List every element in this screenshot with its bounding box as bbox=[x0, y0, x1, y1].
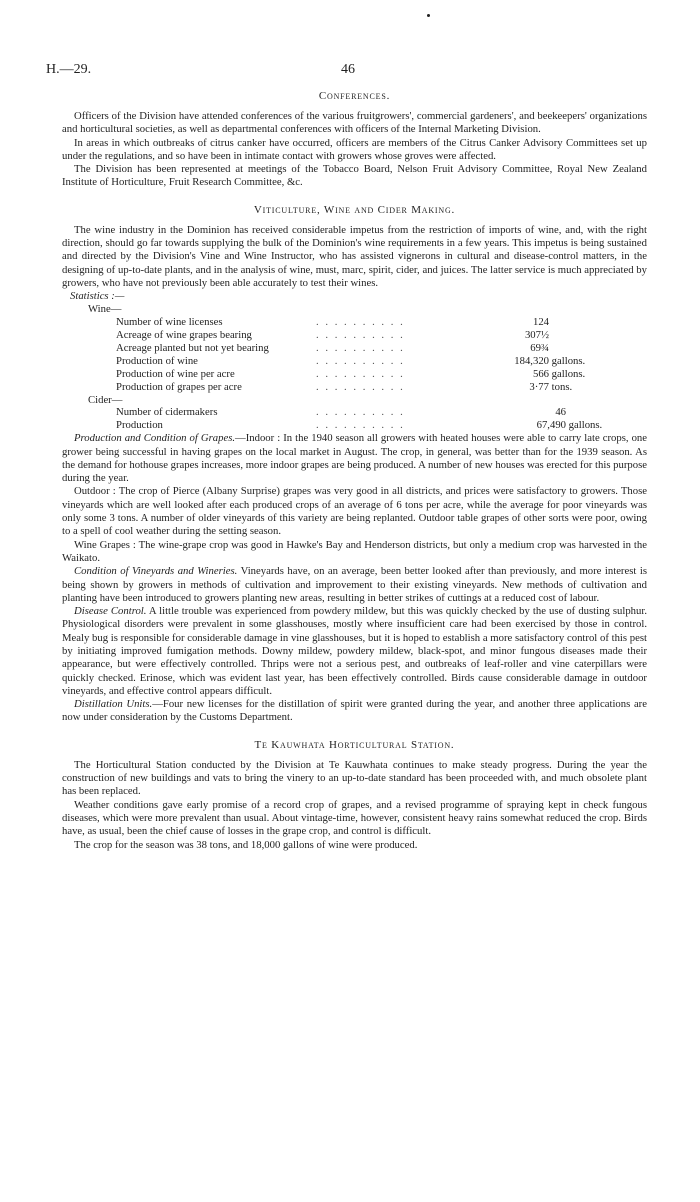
page-number: 46 bbox=[341, 62, 355, 77]
statistics-label: Statistics :— bbox=[70, 290, 125, 303]
stat-name: Number of cidermakers bbox=[116, 406, 218, 419]
stat-name: Number of wine licenses bbox=[116, 316, 223, 329]
distillation-paragraph bbox=[62, 698, 647, 725]
stat-unit: gallons. bbox=[568, 419, 603, 432]
stat-name: Production bbox=[116, 419, 163, 432]
stat-name: Acreage of wine grapes bearing bbox=[116, 328, 252, 341]
leader-dots: . . . . . . . . . . bbox=[316, 341, 405, 354]
stat-value: 124 bbox=[532, 316, 549, 329]
statistics-block bbox=[62, 290, 647, 432]
stat-unit: gallons. bbox=[551, 354, 586, 367]
cider-group-label: Cider— bbox=[88, 393, 123, 406]
grapes-text: —Indoor : In the 1940 season all growers with heated houses were able to carry late crops, one grower being successful in having grapes on the local market in August. The crop, in general, was better than for the 1939 season. As the demand for hothouse grapes increases, more indoor grapes are being produced. A number of new houses was erected for this purpose during the year. bbox=[62, 432, 647, 485]
stat-row bbox=[116, 355, 647, 368]
disease-text: A little trouble was experienced from powdery mildew, but this was quickly checked by the use of dusting sulphur. Physiological disorders were prevalent in some glasshouses, mostly where insufficient care had been exercised by those in control. Mealy bug is responsible for considerable damage in vine glasshouses, but it is hoped to establish a more satisfactory control of this pest by initiating improved fumigation methods. Downy mildew, powdery mildew, black-spot, and minor fungous diseases made their appearance, but were effectively controlled. Thrips were not a serious pest, and outbreaks of leaf-roller and vine caterpillars were quickly checked. Erinose, which was evident last year, has been effectively controlled. Birds cause considerable damage in outdoor vineyards, and effective control appears difficult. bbox=[62, 605, 648, 697]
outdoor-paragraph: Outdoor : The crop of Pierce (Albany Surprise) grapes was very good in all districts, and prices were satisfactory to growers. Those vineyards which are well looked after each produced crops of an average of 6 tons per acre, while the average for poor vineyards was only some 3 tons. A number of older vineyards of this variety are being replanted. Outdoor table grapes of other sorts were poor, owing to a spell of cool weather during the setting season. bbox=[62, 485, 647, 538]
leader-dots: . . . . . . . . . . bbox=[316, 380, 405, 393]
stat-row bbox=[116, 342, 647, 355]
stat-unit: tons. bbox=[551, 380, 573, 393]
vineyards-heading: Condition of Vineyards and Wineries. bbox=[74, 565, 238, 578]
vineyards-paragraph bbox=[62, 565, 647, 605]
conferences-paragraph: In areas in which outbreaks of citrus canker have occurred, officers are members of the Citrus Canker Advisory Committees set up under the regulations, and so have been in intimate contact with growers whose groves were affected. bbox=[62, 136, 647, 162]
disease-heading: Disease Control. bbox=[74, 605, 147, 618]
te-kauwhata-heading: Te Kauwhata Horticultural Station. bbox=[254, 738, 455, 751]
leader-dots: . . . . . . . . . . bbox=[316, 419, 405, 432]
stat-name: Acreage planted but not yet bearing bbox=[116, 341, 269, 354]
conferences-paragraph: The Division has been represented at meetings of the Tobacco Board, Nelson Fruit Advisory Committee, Royal New Zealand Institute of Horticulture, Fruit Research Committee, &c. bbox=[62, 163, 647, 189]
viticulture-heading: Viticulture, Wine and Cider Making. bbox=[253, 203, 456, 216]
grapes-heading: Production and Condition of Grapes. bbox=[74, 432, 236, 445]
stat-name: Production of wine per acre bbox=[116, 367, 235, 380]
stat-value: 307½ bbox=[524, 328, 549, 341]
te-kauwhata-paragraph: The crop for the season was 38 tons, and 18,000 gallons of wine were produced. bbox=[74, 838, 418, 851]
distillation-text: —Four new licenses for the distillation of spirit were granted during the year, and another three applications are now under consideration by the Customs Department. bbox=[62, 698, 647, 724]
leader-dots: . . . . . . . . . . bbox=[316, 328, 405, 341]
stat-value: 566 bbox=[532, 367, 549, 380]
viticulture-intro: The wine industry in the Dominion has received considerable impetus from the restriction of imports of wine, and, with the right direction, should go far towards supplying the bulk of the Dominion's wine requirements in a few years. This impetus is being sustained and directed by the Division's Vine and Wine Instructor, who has assisted vignerons in cultural and disease-control matters, in the designing of up-to-date plants, and in the analysis of wine, must, marc, spirit, cider, and juices. The latter service is much appreciated by growers, who have not previously been able accurately to test their wines. bbox=[62, 223, 647, 289]
wine-stats bbox=[62, 316, 647, 393]
stat-value: 46 bbox=[555, 406, 566, 419]
disease-paragraph bbox=[62, 605, 647, 698]
wine-group-label: Wine— bbox=[88, 303, 122, 316]
stat-row bbox=[116, 406, 647, 419]
distillation-heading: Distillation Units. bbox=[74, 698, 153, 711]
stat-row bbox=[116, 381, 647, 394]
te-kauwhata-paragraph: The Horticultural Station conducted by the Division at Te Kauwhata continues to make steady progress. During the year the construction of new buildings and vats to bring the vinery to an up-to-date standard has been proceeded with, and much obsolete plant has been replaced. bbox=[62, 758, 647, 798]
stat-row bbox=[116, 368, 647, 381]
stat-name: Production of grapes per acre bbox=[116, 380, 242, 393]
te-kauwhata-paragraph: Weather conditions gave early promise of a record crop of grapes, and a revised programme of spraying kept in check fungous diseases, which were more prevalent than usual. About vintage-time, however, consistent heavy rains somewhat reduced the crop. Birds have, as usual, been the chief cause of losses in the grape crop, and control is difficult. bbox=[62, 798, 647, 838]
leader-dots: . . . . . . . . . . bbox=[316, 406, 405, 419]
cider-stats bbox=[62, 406, 647, 432]
stat-row bbox=[116, 316, 647, 329]
wine-grapes-paragraph: Wine Grapes : The wine-grape crop was good in Hawke's Bay and Henderson districts, but only a medium crop was harvested in the Waikato. bbox=[62, 538, 647, 564]
vineyards-text: Vineyards have, on an average, been better looked after than previously, and more interest is being shown by growers in methods of cultivation and improvement to their existing vineyards. New methods of cultivation and planting have been introduced to growers planting new areas, resulting in better strikes of cuttings at a reduced cost of labour. bbox=[62, 565, 647, 604]
stat-row bbox=[116, 419, 647, 432]
report-code: H.—29. bbox=[46, 62, 92, 77]
stat-value: 69¾ bbox=[530, 341, 549, 354]
grapes-paragraph bbox=[62, 432, 647, 485]
stat-name: Production of wine bbox=[116, 354, 198, 367]
page-body bbox=[62, 90, 647, 852]
stat-value: 67,490 bbox=[536, 419, 566, 432]
conferences-paragraph: Officers of the Division have attended conferences of the various fruitgrowers', commercial gardeners', and beekeepers' organizations and horticultural societies, as well as departmental conferences with officers of the Internal Marketing Division. bbox=[62, 110, 647, 136]
conferences-heading: Conferences. bbox=[318, 90, 391, 102]
leader-dots: . . . . . . . . . . bbox=[316, 367, 405, 380]
leader-dots: . . . . . . . . . . bbox=[316, 354, 405, 367]
ink-dot bbox=[427, 14, 430, 17]
stat-row bbox=[116, 329, 647, 342]
stat-value: 184,320 bbox=[514, 354, 549, 367]
stat-value: 3·77 bbox=[529, 380, 549, 393]
stat-unit: gallons. bbox=[551, 367, 586, 380]
leader-dots: . . . . . . . . . . bbox=[316, 316, 405, 329]
